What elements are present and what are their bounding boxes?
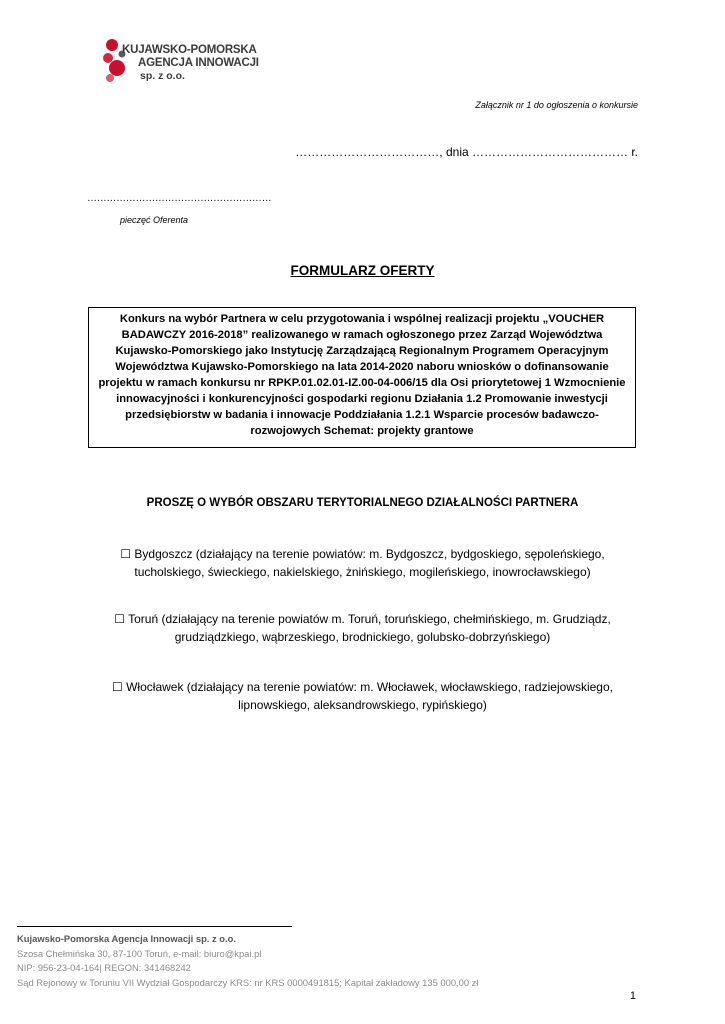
option-torun (90, 610, 635, 646)
option-bydgoszcz (90, 545, 635, 581)
form-title: FORMULARZ OFERTY (290, 263, 435, 278)
logo-line-2: AGENCJA INNOWACJI (138, 57, 259, 69)
footer-address: Szosa Chełmińska 30, 87-100 Toruń, e-mail: biuro@kpai.pl (17, 947, 262, 959)
company-logo (100, 36, 300, 86)
logo-wordmark (122, 44, 259, 83)
checkbox-torun: ☐ (114, 612, 125, 626)
footer-divider (17, 926, 292, 927)
checkbox-bydgoszcz: ☐ (120, 547, 132, 561)
footer (17, 932, 478, 990)
stamp-dotted-line: ………………………………………………… (87, 193, 272, 204)
attachment-note: Załącznik nr 1 do ogłoszenia o konkursie (475, 100, 638, 110)
stamp-label: pieczęć Oferenta (120, 215, 189, 225)
option-wloclawek (90, 678, 635, 714)
option-wloclawek-text: Włocławek (działający na terenie powiatów: m. Włocławek, włocławskiego, radziejowskiego, lipnowskiego, aleksandrowskiego, rypińskiego) (126, 680, 613, 712)
contest-description-box (88, 307, 636, 448)
footer-registry: Sąd Rejonowy w Toruniu VII Wydział Gospodarczy KRS: nr KRS 0000491815; Kapitał zakładowy 135 000,00 zł (17, 976, 479, 988)
page-number: 1 (629, 990, 636, 1002)
checkbox-wloclawek: ☐ (112, 680, 123, 694)
territory-choice-heading: PROSZĘ O WYBÓR OBSZARU TERYTORIALNEGO DZIAŁALNOŚCI PARTNERA (146, 497, 579, 509)
option-bydgoszcz-text: Bydgoszcz (działający na terenie powiatów: m. Bydgoszcz, bydgoskiego, sępoleńskiego, tucholskiego, świeckiego, nakielskiego, żnińskiego, mogileńskiego, inowrocławskiego) (134, 547, 605, 579)
footer-company-name: Kujawsko-Pomorska Agencja Innowacji sp. z o.o. (17, 933, 236, 944)
contest-description: Konkurs na wybór Partnera w celu przygotowania i wspólnej realizacji projektu „VOUCHER BADAWCZY 2016-2018” realizowanego w ramach ogłoszonego przez Zarząd Województwa Kujawsko-Pomorskiego jako Instytucję Zarządzającą Regionalnym Programem Operacyjnym Województwa Kujawsko-Pomorskiego na lata 2014-2020 naboru wniosków o dofinansowanie projektu w ramach konkursu nr RPKP.01.02.01-IZ.00-04-006/15 dla Osi priorytetowej 1 Wzmocnienie innowacyjności i konkurencyjności gospodarki regionu Działania 1.2 Promowanie inwestycji przedsiębiorstw w badania i innowacje Poddziałania 1.2.1 Wsparcie procesów badawczo-rozwojowych Schemat: projekty grantowe (98, 313, 626, 437)
footer-tax-ids: NIP: 956-23-04-164| REGON: 341468242 (17, 962, 191, 973)
option-torun-text: Toruń (działający na terenie powiatów m. Toruń, toruńskiego, chełmińskiego, m. Grudziądz, grudziądzkiego, wąbrzeskiego, brodnickiego, golubsko-dobrzyńskiego) (128, 612, 611, 644)
place-date-field: ………………………………, dnia ………………………………… r. (295, 145, 638, 159)
logo-line-3: sp. z o.o. (140, 70, 185, 82)
logo-line-1: KUJAWSKO-POMORSKA (122, 44, 257, 56)
